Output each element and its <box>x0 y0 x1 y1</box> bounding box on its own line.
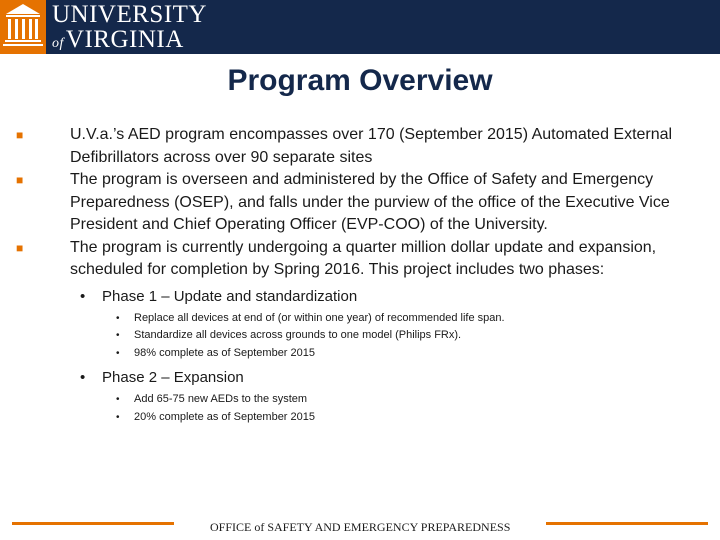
logo-of-text: of <box>52 36 64 51</box>
dot-bullet-icon: • <box>116 394 120 405</box>
detail-item <box>102 310 704 328</box>
slide-title: Program Overview <box>227 64 493 97</box>
detail-text: Standardize all devices across grounds to one model (Philips FRx). <box>134 329 462 341</box>
phase-detail-list <box>102 310 704 363</box>
bullet-item <box>14 237 704 427</box>
bullet-item <box>14 124 704 169</box>
phase-text: Phase 1 – Update and standardization <box>102 287 358 305</box>
bullet-text: The program is overseen and administered by the Office of Safety and Emergency Preparedness (OSEP), and falls under the purview of the office of the Executive Vice President and Chief Operating Officer (EVP-COO) of the University. <box>70 171 670 233</box>
slide-content <box>14 124 704 432</box>
footer-rule-right <box>546 522 708 525</box>
detail-text: 98% complete as of September 2015 <box>134 346 316 359</box>
dot-bullet-icon: • <box>116 312 120 324</box>
detail-item <box>102 327 704 345</box>
phase-detail-list <box>102 391 704 426</box>
phase-text: Phase 2 – Expansion <box>102 369 244 386</box>
bullet-list <box>14 124 704 426</box>
footer-rule-left <box>12 522 174 525</box>
detail-text: 20% complete as of September 2015 <box>134 410 316 423</box>
square-bullet-icon: ■ <box>16 240 24 255</box>
rotunda-logo-icon <box>0 0 46 54</box>
square-bullet-icon: ■ <box>16 128 24 142</box>
detail-item <box>102 345 704 363</box>
square-bullet-icon: ■ <box>16 173 24 187</box>
dot-bullet-icon: • <box>116 347 120 359</box>
dot-bullet-icon: • <box>116 330 120 341</box>
detail-text: Replace all devices at end of (or within one year) of recommended life span. <box>134 311 505 324</box>
logo-virginia-text: VIRGINIA <box>65 26 184 53</box>
footer-office-name: OFFICE of SAFETY AND EMERGENCY PREPAREDNESS <box>210 520 511 534</box>
detail-item <box>102 391 704 409</box>
detail-text: Add 65-75 new AEDs to the system <box>134 393 308 405</box>
dot-bullet-icon: • <box>80 287 86 305</box>
phase-item <box>62 368 704 426</box>
dot-bullet-icon: • <box>116 411 120 423</box>
bullet-text: U.V.a.’s AED program encompasses over 170 (September 2015) Automated External Defibrillators across over 90 separate sites <box>70 126 673 166</box>
bullet-item <box>14 169 704 237</box>
dot-bullet-icon: • <box>80 369 86 386</box>
header-bar <box>0 0 720 54</box>
bullet-text: The program is currently undergoing a quarter million dollar update and expansion, scheduled for completion by Spring 2016. This project includes two phases: <box>70 238 657 278</box>
detail-item <box>102 409 704 427</box>
university-logo <box>52 2 207 52</box>
logo-university-text: UNIVERSITY <box>52 1 207 28</box>
phase-item <box>62 287 704 363</box>
phase-list <box>62 287 704 427</box>
